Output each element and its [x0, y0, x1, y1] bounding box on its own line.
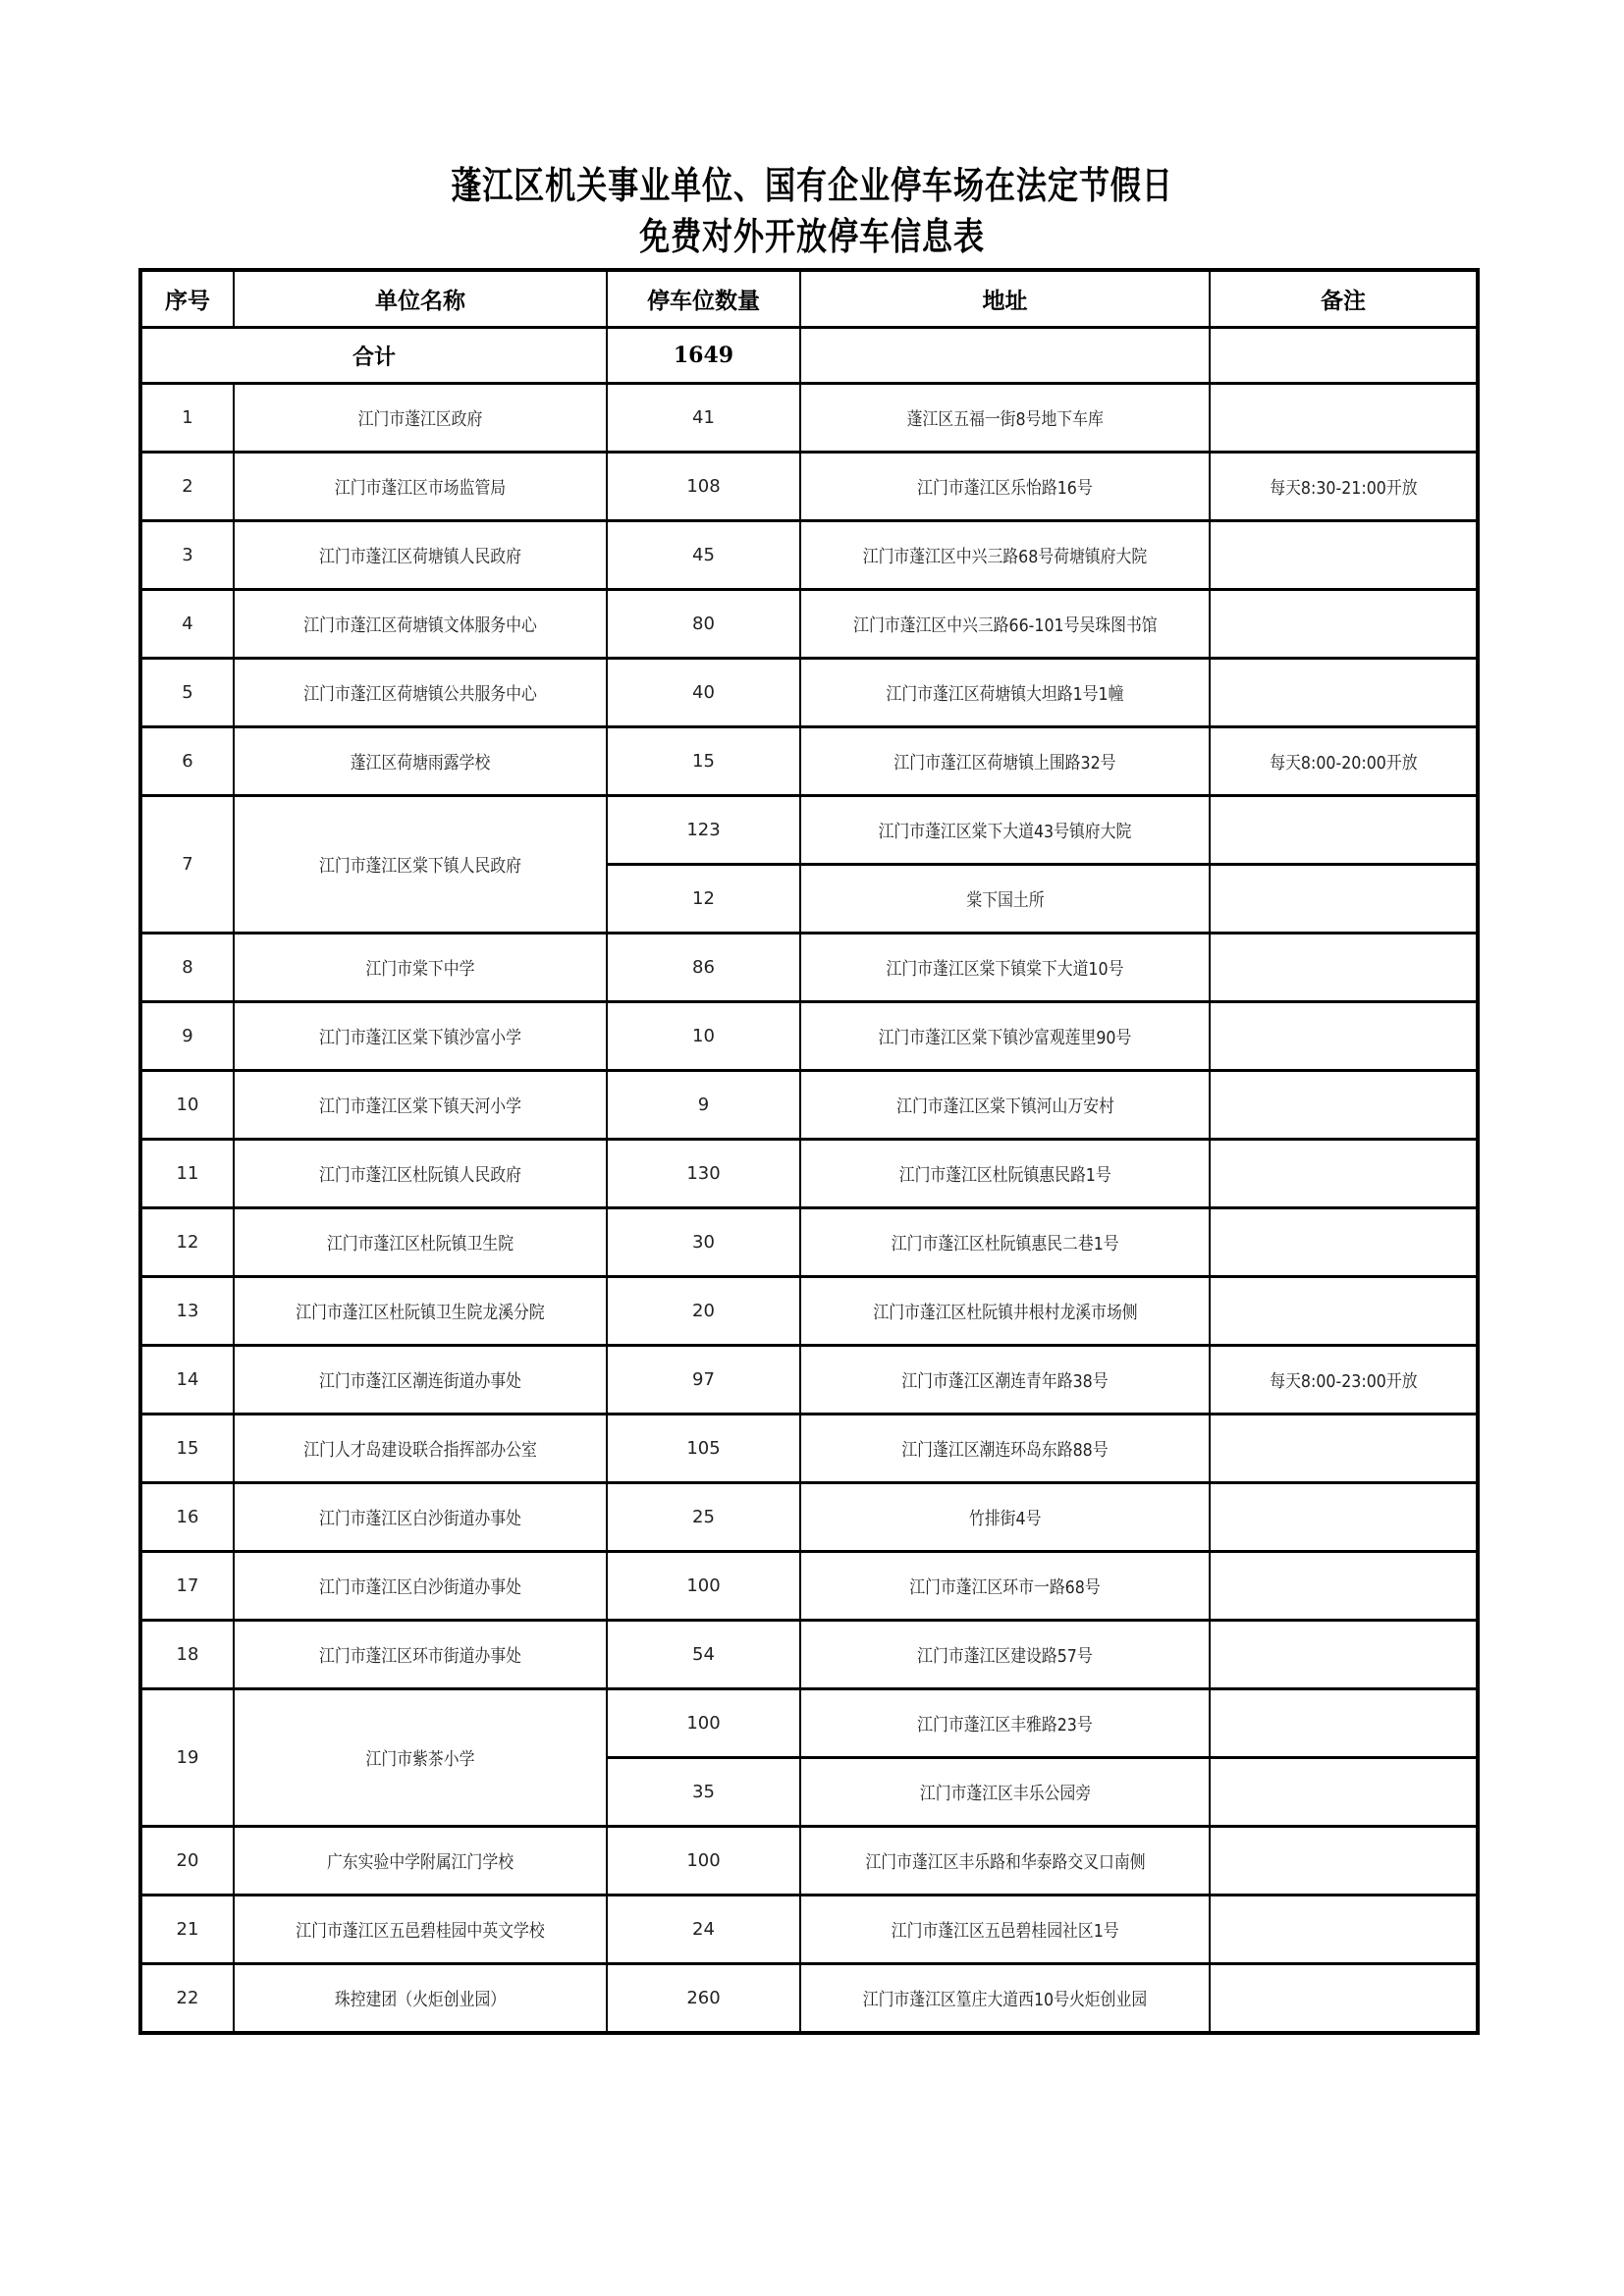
address-text: 江门市蓬江区环市一路68号	[909, 1576, 1101, 1598]
address-text: 江门市蓬江区建设路57号	[917, 1645, 1093, 1667]
cell-unit-name	[234, 590, 607, 659]
cell-remarks	[1210, 1483, 1478, 1552]
table-row	[140, 1415, 1478, 1483]
cell-address	[800, 1483, 1210, 1552]
unit-name-text: 江门市蓬江区白沙街道办事处	[319, 1576, 521, 1598]
cell-index: 6	[140, 727, 234, 796]
table-row	[140, 1346, 1478, 1415]
table-row	[140, 453, 1478, 521]
cell-index: 16	[140, 1483, 234, 1552]
cell-spaces: 45	[607, 521, 800, 590]
cell-remarks	[1210, 1140, 1478, 1208]
cell-remarks	[1210, 1002, 1478, 1071]
cell-spaces: 35	[607, 1758, 800, 1827]
cell-remarks	[1210, 1415, 1478, 1483]
cell-unit-name	[234, 1002, 607, 1071]
cell-address	[800, 453, 1210, 521]
unit-name-text: 珠控建团（火炬创业园）	[334, 1989, 507, 2010]
cell-address	[800, 659, 1210, 727]
address-text: 江门市蓬江区荷塘镇上围路32号	[893, 752, 1116, 774]
cell-index: 1	[140, 384, 234, 453]
unit-name-text: 江门市蓬江区杜阮镇卫生院龙溪分院	[296, 1302, 545, 1323]
cell-spaces: 260	[607, 1964, 800, 2034]
address-text: 江门市蓬江区丰乐路和华泰路交叉口南侧	[864, 1851, 1146, 1873]
table-row	[140, 659, 1478, 727]
cell-spaces: 15	[607, 727, 800, 796]
cell-remarks	[1210, 1689, 1478, 1758]
cell-index: 22	[140, 1964, 234, 2034]
unit-name-text: 江门市蓬江区荷塘镇公共服务中心	[303, 683, 537, 705]
cell-address	[800, 1208, 1210, 1277]
address-text: 棠下国土所	[965, 889, 1045, 911]
cell-unit-name	[234, 727, 607, 796]
cell-remarks	[1210, 1071, 1478, 1140]
address-text: 江门市蓬江区杜阮镇井根村龙溪市场侧	[872, 1302, 1138, 1323]
cell-remarks	[1210, 1827, 1478, 1896]
cell-index: 5	[140, 659, 234, 727]
cell-remarks	[1210, 1208, 1478, 1277]
address-text: 江门市蓬江区五邑碧桂园社区1号	[891, 1920, 1119, 1942]
cell-spaces: 20	[607, 1277, 800, 1346]
address-text: 竹排街4号	[968, 1508, 1042, 1529]
address-text: 江门市蓬江区棠下镇沙富观莲里90号	[878, 1027, 1132, 1048]
cell-unit-name	[234, 521, 607, 590]
table-row	[140, 1621, 1478, 1689]
unit-name-text: 江门市蓬江区政府	[357, 408, 483, 430]
unit-name-text: 江门市蓬江区荷塘镇文体服务中心	[303, 614, 537, 636]
address-text: 江门市蓬江区潮连青年路38号	[901, 1370, 1109, 1392]
cell-spaces: 41	[607, 384, 800, 453]
unit-name-text: 江门市紫茶小学	[365, 1748, 475, 1770]
cell-remarks	[1210, 453, 1478, 521]
cell-index: 14	[140, 1346, 234, 1415]
cell-remarks	[1210, 796, 1478, 865]
cell-unit-name	[234, 796, 607, 934]
cell-index: 18	[140, 1621, 234, 1689]
total-address	[800, 328, 1210, 384]
cell-unit-name	[234, 453, 607, 521]
cell-spaces: 105	[607, 1415, 800, 1483]
address-text: 江门市蓬江区中兴三路68号荷塘镇府大院	[862, 546, 1148, 567]
cell-index: 9	[140, 1002, 234, 1071]
cell-address	[800, 1552, 1210, 1621]
cell-spaces: 130	[607, 1140, 800, 1208]
cell-spaces: 30	[607, 1208, 800, 1277]
total-spaces: 1649	[607, 328, 800, 384]
cell-address	[800, 1758, 1210, 1827]
parking-info-table	[138, 268, 1480, 2035]
cell-index: 19	[140, 1689, 234, 1827]
address-text: 江门市蓬江区中兴三路66-101号吴珠图书馆	[852, 614, 1158, 636]
table-row	[140, 727, 1478, 796]
table-row	[140, 1827, 1478, 1896]
table-row	[140, 1483, 1478, 1552]
unit-name-text: 广东实验中学附属江门学校	[326, 1851, 514, 1873]
table-row	[140, 1689, 1478, 1758]
total-label: 合计	[140, 328, 607, 384]
cell-address	[800, 590, 1210, 659]
unit-name-text: 江门市蓬江区棠下镇沙富小学	[319, 1027, 521, 1048]
cell-spaces: 108	[607, 453, 800, 521]
cell-unit-name	[234, 1415, 607, 1483]
unit-name-text: 江门市蓬江区杜阮镇人民政府	[319, 1164, 521, 1186]
cell-address	[800, 796, 1210, 865]
address-text: 江门市蓬江区杜阮镇惠民二巷1号	[891, 1233, 1119, 1255]
cell-remarks	[1210, 934, 1478, 1002]
cell-address	[800, 1071, 1210, 1140]
cell-remarks	[1210, 590, 1478, 659]
unit-name-text: 江门市蓬江区潮连街道办事处	[319, 1370, 521, 1392]
unit-name-text: 江门市蓬江区棠下镇天河小学	[319, 1095, 521, 1117]
cell-address	[800, 1896, 1210, 1964]
cell-spaces: 10	[607, 1002, 800, 1071]
table-row	[140, 1964, 1478, 2034]
cell-remarks	[1210, 1552, 1478, 1621]
cell-address	[800, 865, 1210, 934]
address-text: 江门市蓬江区荷塘镇大坦路1号1幢	[886, 683, 1124, 705]
cell-remarks	[1210, 727, 1478, 796]
total-row	[140, 328, 1478, 384]
cell-address	[800, 934, 1210, 1002]
address-text: 蓬江区五福一街8号地下车库	[906, 408, 1104, 430]
cell-unit-name	[234, 659, 607, 727]
cell-remarks	[1210, 1346, 1478, 1415]
cell-address	[800, 1827, 1210, 1896]
address-text: 江门蓬江区潮连环岛东路88号	[901, 1439, 1109, 1461]
address-text: 江门市蓬江区杜阮镇惠民路1号	[898, 1164, 1111, 1186]
cell-spaces: 25	[607, 1483, 800, 1552]
unit-name-text: 江门市蓬江区市场监管局	[334, 477, 507, 499]
header-address: 地址	[800, 270, 1210, 328]
table-row	[140, 1896, 1478, 1964]
remarks-text: 每天8:00-20:00开放	[1269, 752, 1418, 774]
cell-address	[800, 1277, 1210, 1346]
cell-index: 8	[140, 934, 234, 1002]
cell-unit-name	[234, 1346, 607, 1415]
cell-index: 7	[140, 796, 234, 934]
cell-index: 21	[140, 1896, 234, 1964]
cell-unit-name	[234, 1071, 607, 1140]
unit-name-text: 江门市蓬江区荷塘镇人民政府	[319, 546, 521, 567]
cell-index: 11	[140, 1140, 234, 1208]
cell-address	[800, 727, 1210, 796]
header-row	[140, 270, 1478, 328]
unit-name-text: 江门市蓬江区五邑碧桂园中英文学校	[296, 1920, 545, 1942]
table-row	[140, 1071, 1478, 1140]
cell-remarks	[1210, 865, 1478, 934]
cell-unit-name	[234, 1208, 607, 1277]
cell-spaces: 100	[607, 1689, 800, 1758]
table-row	[140, 1208, 1478, 1277]
cell-index: 12	[140, 1208, 234, 1277]
address-text: 江门市蓬江区棠下大道43号镇府大院	[878, 821, 1132, 842]
table-row	[140, 1140, 1478, 1208]
cell-index: 3	[140, 521, 234, 590]
cell-unit-name	[234, 1827, 607, 1896]
cell-address	[800, 384, 1210, 453]
cell-spaces: 97	[607, 1346, 800, 1415]
remarks-text: 每天8:00-23:00开放	[1269, 1370, 1418, 1392]
address-text: 江门市蓬江区篁庄大道西10号火炬创业园	[862, 1989, 1148, 2010]
cell-spaces: 40	[607, 659, 800, 727]
cell-spaces: 100	[607, 1827, 800, 1896]
cell-remarks	[1210, 1964, 1478, 2034]
unit-name-text: 江门人才岛建设联合指挥部办公室	[303, 1439, 537, 1461]
table-row	[140, 384, 1478, 453]
cell-unit-name	[234, 1689, 607, 1827]
cell-unit-name	[234, 1483, 607, 1552]
cell-index: 10	[140, 1071, 234, 1140]
cell-remarks	[1210, 1758, 1478, 1827]
cell-remarks	[1210, 1896, 1478, 1964]
cell-unit-name	[234, 1964, 607, 2034]
cell-index: 20	[140, 1827, 234, 1896]
table-row	[140, 934, 1478, 1002]
cell-address	[800, 1415, 1210, 1483]
unit-name-text: 江门市蓬江区白沙街道办事处	[319, 1508, 521, 1529]
table-row	[140, 1552, 1478, 1621]
document-title-line1: 蓬江区机关事业单位、国有企业停车场在法定节假日	[451, 163, 1173, 207]
cell-address	[800, 521, 1210, 590]
cell-index: 15	[140, 1415, 234, 1483]
cell-address	[800, 1346, 1210, 1415]
cell-remarks	[1210, 1277, 1478, 1346]
cell-index: 2	[140, 453, 234, 521]
cell-unit-name	[234, 1621, 607, 1689]
cell-index: 13	[140, 1277, 234, 1346]
cell-address	[800, 1689, 1210, 1758]
unit-name-text: 江门市棠下中学	[365, 958, 475, 980]
address-text: 江门市蓬江区乐怡路16号	[917, 477, 1093, 499]
cell-unit-name	[234, 1896, 607, 1964]
table-row	[140, 1002, 1478, 1071]
document-title-line2: 免费对外开放停车信息表	[639, 214, 985, 258]
table-row	[140, 521, 1478, 590]
cell-spaces: 86	[607, 934, 800, 1002]
cell-unit-name	[234, 1277, 607, 1346]
cell-spaces: 54	[607, 1621, 800, 1689]
table-row	[140, 796, 1478, 865]
cell-index: 4	[140, 590, 234, 659]
cell-address	[800, 1002, 1210, 1071]
cell-spaces: 100	[607, 1552, 800, 1621]
cell-spaces: 12	[607, 865, 800, 934]
total-remarks	[1210, 328, 1478, 384]
address-text: 江门市蓬江区棠下镇河山万安村	[895, 1095, 1114, 1117]
cell-remarks	[1210, 384, 1478, 453]
cell-remarks	[1210, 659, 1478, 727]
header-spaces: 停车位数量	[607, 270, 800, 328]
cell-spaces: 123	[607, 796, 800, 865]
cell-spaces: 24	[607, 1896, 800, 1964]
cell-unit-name	[234, 1140, 607, 1208]
table-row	[140, 590, 1478, 659]
table-row	[140, 1277, 1478, 1346]
unit-name-text: 蓬江区荷塘雨露学校	[350, 752, 491, 774]
cell-address	[800, 1964, 1210, 2034]
cell-address	[800, 1140, 1210, 1208]
header-name: 单位名称	[234, 270, 607, 328]
remarks-text: 每天8:30-21:00开放	[1269, 477, 1418, 499]
cell-address	[800, 1621, 1210, 1689]
header-remarks: 备注	[1210, 270, 1478, 328]
cell-unit-name	[234, 934, 607, 1002]
header-index: 序号	[140, 270, 234, 328]
cell-spaces: 9	[607, 1071, 800, 1140]
cell-remarks	[1210, 1621, 1478, 1689]
cell-remarks	[1210, 521, 1478, 590]
unit-name-text: 江门市蓬江区棠下镇人民政府	[319, 855, 521, 877]
unit-name-text: 江门市蓬江区环市街道办事处	[319, 1645, 521, 1667]
address-text: 江门市蓬江区丰乐公园旁	[919, 1783, 1091, 1804]
cell-unit-name	[234, 1552, 607, 1621]
unit-name-text: 江门市蓬江区杜阮镇卫生院	[326, 1233, 514, 1255]
cell-spaces: 80	[607, 590, 800, 659]
cell-unit-name	[234, 384, 607, 453]
cell-index: 17	[140, 1552, 234, 1621]
address-text: 江门市蓬江区丰雅路23号	[917, 1714, 1093, 1735]
address-text: 江门市蓬江区棠下镇棠下大道10号	[886, 958, 1124, 980]
